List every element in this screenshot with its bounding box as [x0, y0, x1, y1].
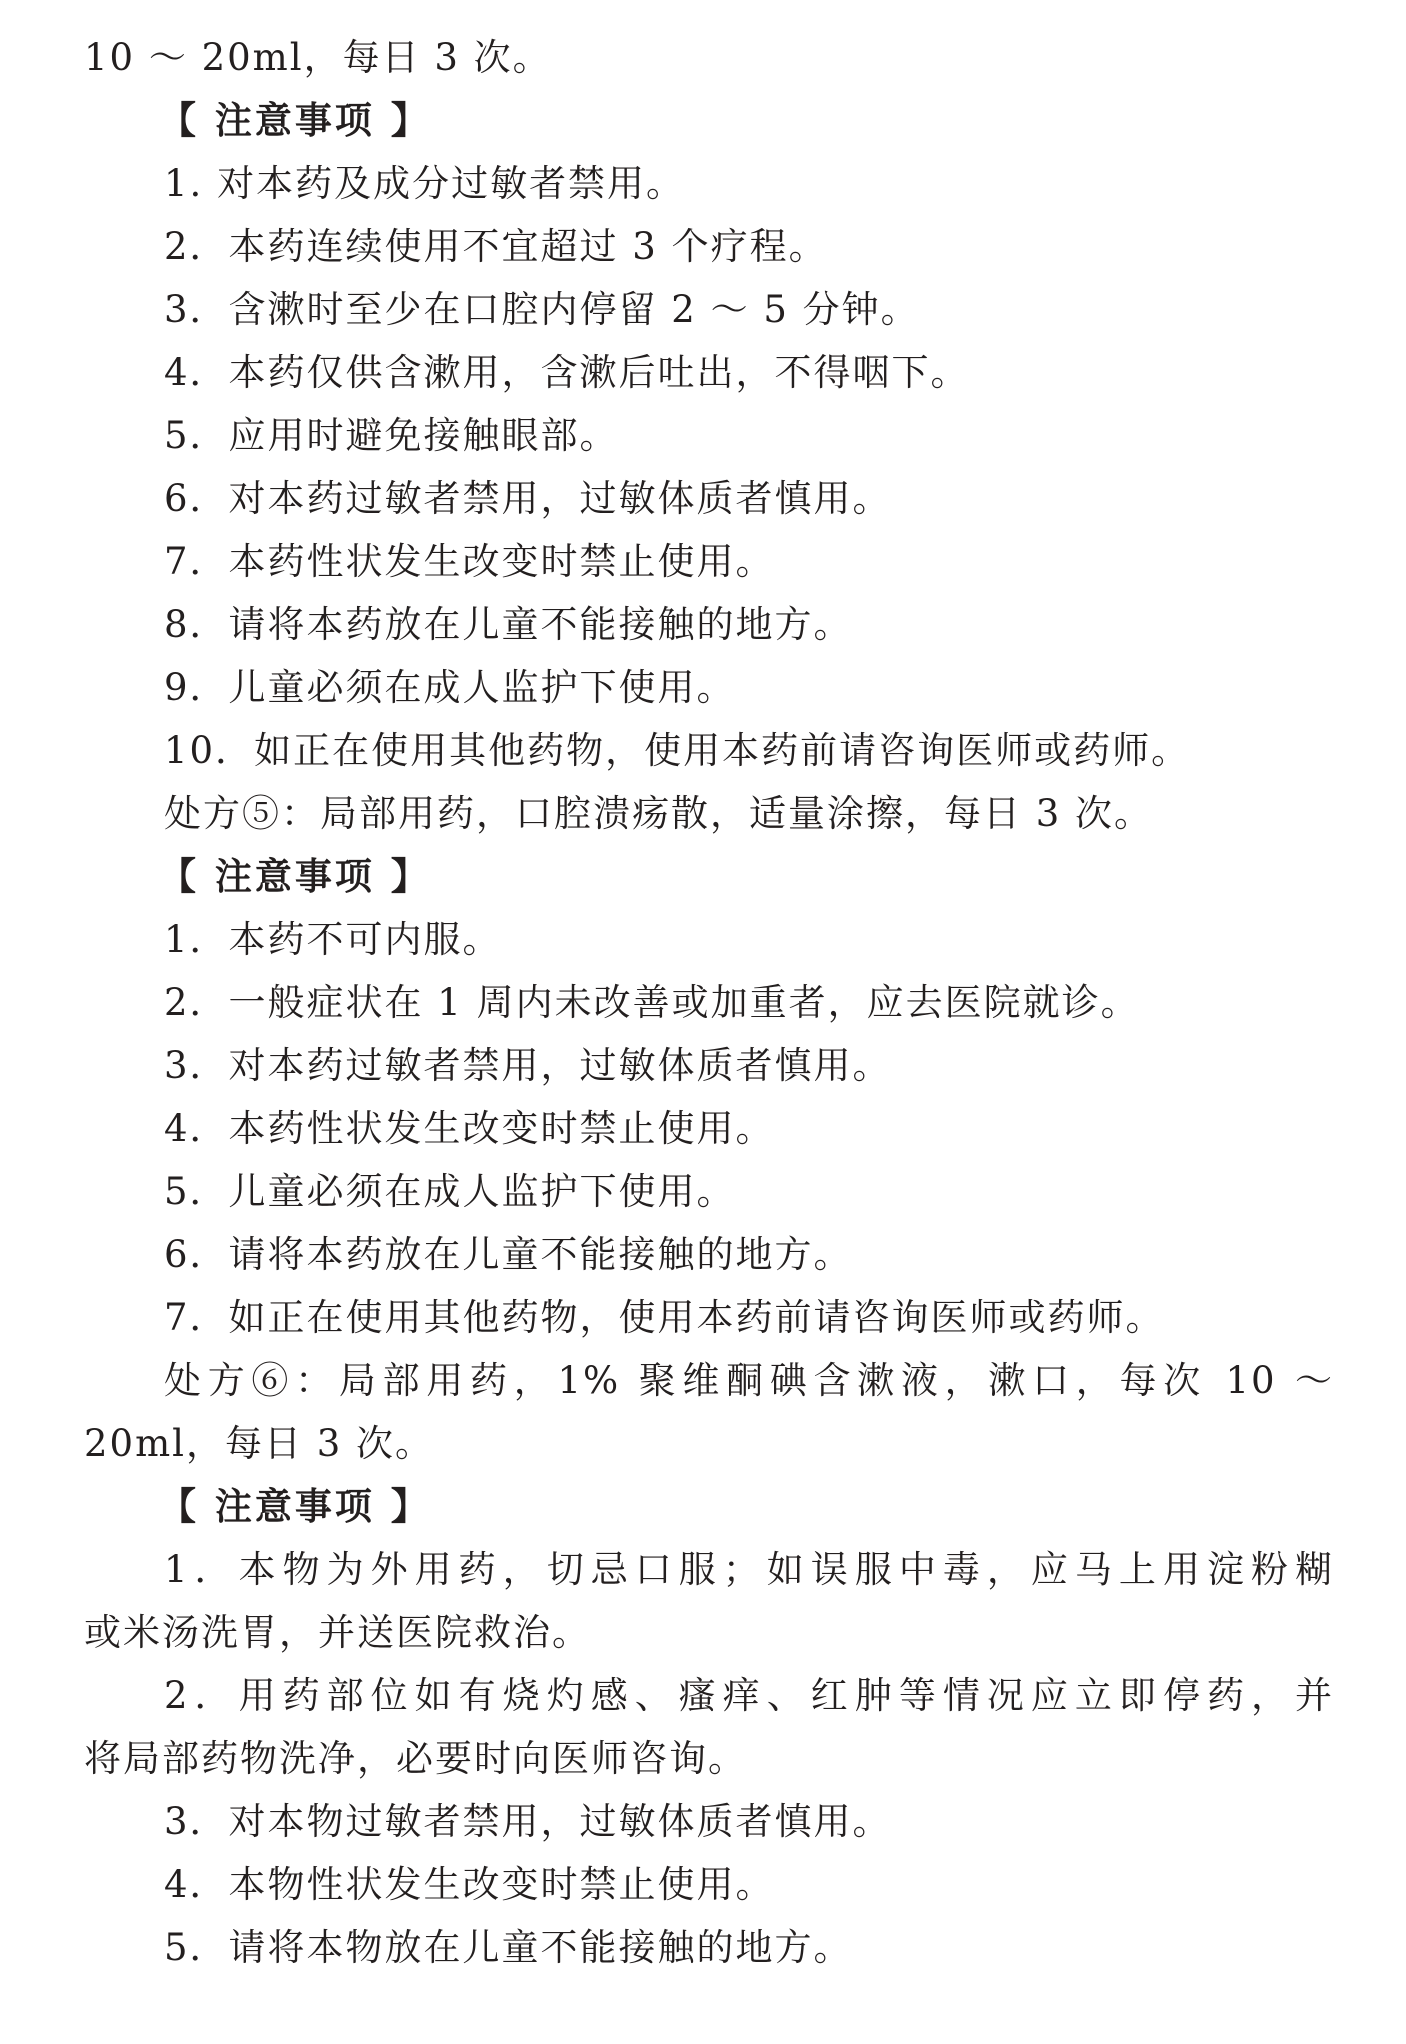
list-item: 2．一般症状在 1 周内未改善或加重者，应去医院就诊。 — [164, 981, 1140, 1024]
list-item: 4．本药仅供含漱用，含漱后吐出，不得咽下。 — [164, 351, 970, 394]
list-item: 2．用药部位如有烧灼感、瘙痒、红肿等情况应立即停药，并 — [164, 1674, 1334, 1717]
prescription-line: 处方⑥：局部用药，1% 聚维酮碘含漱液，漱口，每次 10 ～ — [164, 1359, 1334, 1402]
section-heading: 【 注意事项 】 — [159, 855, 431, 898]
list-item: 1．本物为外用药，切忌口服；如误服中毒，应马上用淀粉糊 — [164, 1548, 1334, 1591]
list-item: 5．儿童必须在成人监护下使用。 — [164, 1170, 736, 1213]
list-item: 4．本物性状发生改变时禁止使用。 — [164, 1863, 775, 1906]
list-item: 5．应用时避免接触眼部。 — [164, 414, 619, 457]
list-item: 4．本药性状发生改变时禁止使用。 — [164, 1107, 775, 1150]
document-page — [84, 26, 1334, 1979]
text-line: 10 ～ 20ml，每日 3 次。 — [84, 36, 552, 79]
list-item: 3．含漱时至少在口腔内停留 2 ～ 5 分钟。 — [164, 288, 920, 331]
list-item: 3．对本药过敏者禁用，过敏体质者慎用。 — [164, 1044, 892, 1087]
list-item: 8．请将本药放在儿童不能接触的地方。 — [164, 603, 853, 646]
list-item: 10．如正在使用其他药物，使用本药前请咨询医师或药师。 — [164, 729, 1191, 772]
list-item: 9．儿童必须在成人监护下使用。 — [164, 666, 736, 709]
section-heading: 【 注意事项 】 — [159, 99, 431, 142]
text-line: 20ml，每日 3 次。 — [84, 1422, 435, 1465]
list-item: 5．请将本物放在儿童不能接触的地方。 — [164, 1926, 853, 1969]
list-item: 3．对本物过敏者禁用，过敏体质者慎用。 — [164, 1800, 892, 1843]
list-item: 6．请将本药放在儿童不能接触的地方。 — [164, 1233, 853, 1276]
list-item: 2．本药连续使用不宜超过 3 个疗程。 — [164, 225, 828, 268]
prescription-line: 处方⑤：局部用药，口腔溃疡散，适量涂擦，每日 3 次。 — [164, 792, 1154, 835]
list-item: 7．本药性状发生改变时禁止使用。 — [164, 540, 775, 583]
text-line: 将局部药物洗净，必要时向医师咨询。 — [84, 1737, 747, 1780]
list-item: 1．本药不可内服。 — [164, 918, 502, 961]
text-line: 或米汤洗胃，并送医院救治。 — [84, 1611, 591, 1654]
list-item: 1. 对本药及成分过敏者禁用。 — [164, 162, 686, 205]
section-heading: 【 注意事项 】 — [159, 1485, 431, 1528]
list-item: 7．如正在使用其他药物，使用本药前请咨询医师或药师。 — [164, 1296, 1165, 1339]
list-item: 6．对本药过敏者禁用，过敏体质者慎用。 — [164, 477, 892, 520]
